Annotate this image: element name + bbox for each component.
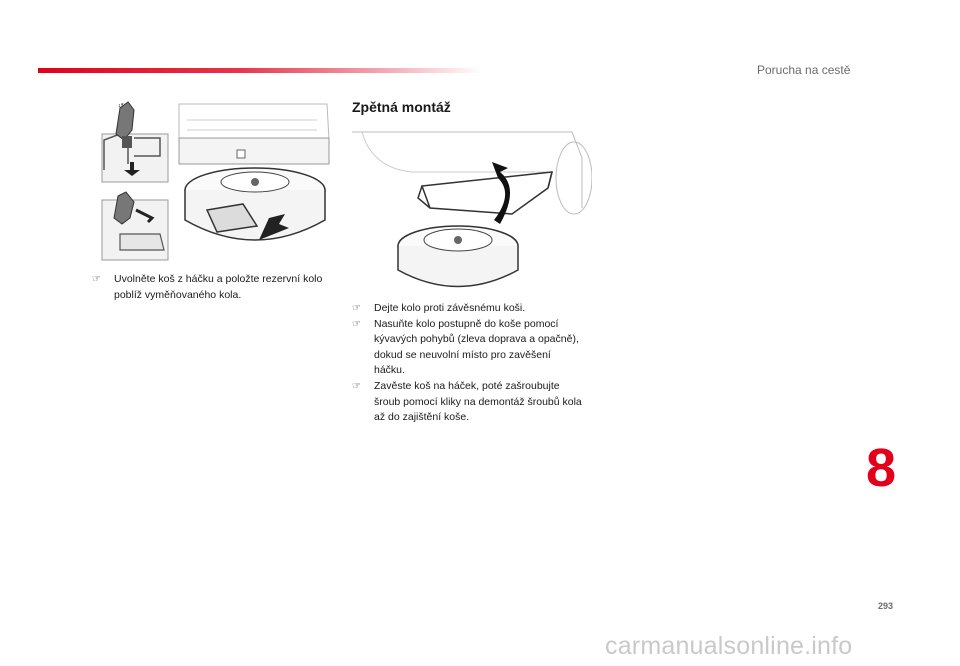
list-item <box>92 272 327 303</box>
list-item <box>352 317 584 379</box>
hook-detail-illustration <box>100 100 172 263</box>
left-bullet-list <box>92 272 327 303</box>
svg-text:↺: ↺ <box>118 102 124 110</box>
chapter-number: 8 <box>866 438 897 498</box>
section-title: Porucha na cestě <box>757 63 851 77</box>
bullet-text: Dejte kolo proti závěsnému koši. <box>374 302 526 314</box>
bullet-text: Zavěste koš na háček, poté zašroubujte šroub pomocí kliky na demontáž šroubů kola až do zajištění koše. <box>374 379 582 424</box>
pointing-hand-icon: ☞ <box>352 303 361 314</box>
wheel-lowering-illustration <box>177 100 332 263</box>
pointing-hand-icon: ☞ <box>352 318 361 330</box>
page-number: 293 <box>878 601 894 611</box>
pointing-hand-icon: ☞ <box>92 274 101 285</box>
bullet-text: Nasuňte kolo postupně do koše pomocí kývavých pohybů (zleva doprava a opačně), dokud se neuvolní místo pro zavěšení háčku. <box>374 317 579 377</box>
list-item <box>352 301 584 317</box>
right-bullet-list <box>352 301 584 426</box>
basket-reattach-illustration <box>352 128 592 293</box>
list-item <box>352 379 584 426</box>
section-heading-reassembly: Zpětná montáž <box>352 99 451 115</box>
bullet-text: Uvolněte koš z háčku a položte rezervní kolo poblíž vyměňovaného kola. <box>114 273 323 301</box>
header-accent-bar <box>38 68 483 73</box>
pointing-hand-icon: ☞ <box>352 380 361 392</box>
watermark: carmanualsonline.info <box>605 632 853 660</box>
